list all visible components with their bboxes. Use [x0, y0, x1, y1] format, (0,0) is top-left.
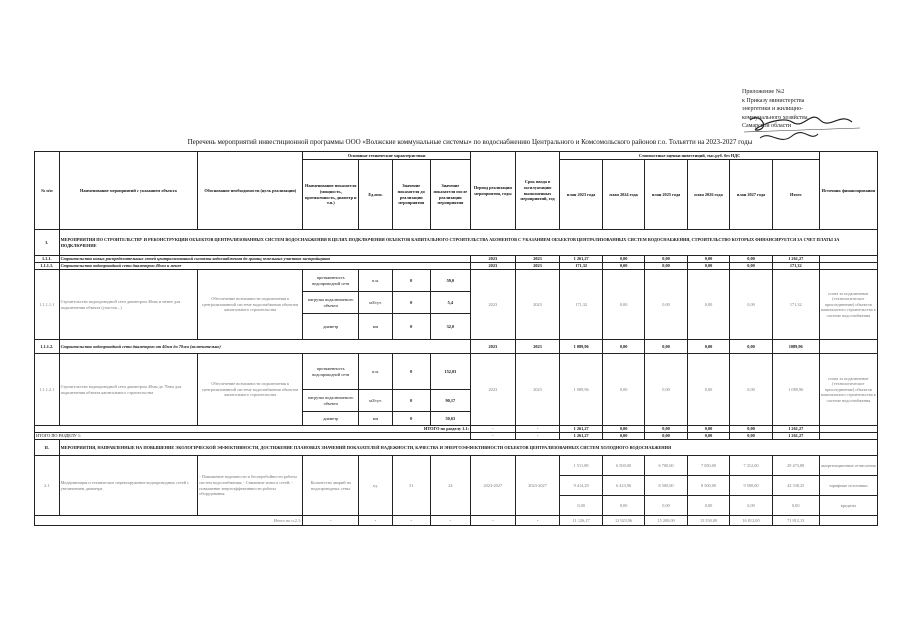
row-no: 1.1.1.1.	[35, 263, 60, 270]
row-period: 2023	[470, 256, 515, 263]
row-indicator: нагрузка подключаемого объекта	[303, 390, 359, 412]
row-before: 0	[392, 412, 430, 426]
row-2026: 0,00	[687, 256, 729, 263]
row-title: Строительство новых распределительных сетей централизованной системы водоснабжения до границ земельных участков застройщиков	[59, 256, 470, 263]
subtotal-row	[35, 426, 878, 433]
subtotal2-dash: -	[515, 516, 560, 526]
row-after: 32,0	[430, 314, 470, 340]
row-total: 1 261,27	[772, 256, 819, 263]
row-after: 50,63	[430, 412, 470, 426]
row-source: кредиты	[819, 496, 877, 516]
row-2023: 0,00	[560, 496, 602, 516]
row-2026: 0,00	[687, 496, 729, 516]
row-2026: 0,00	[687, 270, 729, 340]
row-before: 0	[392, 292, 430, 314]
total-row	[35, 433, 878, 440]
row-2024: 0,00	[602, 496, 644, 516]
row-before: 0	[392, 390, 430, 412]
row-total: 42 338,25	[772, 476, 819, 496]
row-total: 171,32	[772, 263, 819, 270]
header-2023: план 2023 года	[560, 160, 602, 230]
table-row	[35, 340, 878, 354]
row-unit: мм	[359, 412, 393, 426]
table-row	[35, 263, 878, 270]
subtotal2-total: 71 812,13	[772, 516, 819, 526]
subtotal-2026: 0,00	[687, 426, 729, 433]
header-2025: план 2025 года	[645, 160, 687, 230]
row-source: амортизационные отчисления	[819, 456, 877, 476]
row-total: 1 089,96	[772, 354, 819, 426]
subtotal-2025: 0,00	[645, 426, 687, 433]
row-before: 0	[392, 354, 430, 390]
header-source: Источник финансирования	[819, 152, 877, 230]
appendix-line: энергетики и жилищно-	[742, 106, 804, 112]
row-2027: 0,00	[730, 340, 772, 354]
subtotal2-2027: 16 812,00	[730, 516, 772, 526]
row-total: 0,00	[772, 496, 819, 516]
row-no: 1.1.1.2.	[35, 340, 60, 354]
row-indicator: протяженность водопроводной сети	[303, 270, 359, 292]
row-period: 2023	[470, 263, 515, 270]
row-name: Модернизация и техническое перевооружение водопроводных сетей с увеличением диаметра	[59, 456, 198, 516]
row-2026: 8 500,00	[687, 476, 729, 496]
row-commission: 2023	[515, 256, 560, 263]
row-name: Строительство водопроводной сети диаметром 40мм и менее для подключения объекта (участок...)	[59, 270, 198, 340]
row-2024: 0,00	[602, 256, 644, 263]
subtotal-dash: -	[470, 426, 515, 433]
header-tech-group: Основные технические характеристики	[303, 152, 471, 160]
row-period: 2023	[470, 270, 515, 340]
investment-table-wrapper	[34, 151, 878, 526]
subtotal-row	[35, 516, 878, 526]
row-commission: 2023-2027	[515, 456, 560, 516]
subtotal2-label: Итого по п.2.1:	[35, 516, 303, 526]
table-row	[35, 256, 878, 263]
subtotal2-dash: -	[359, 516, 393, 526]
row-2026: 7 050,00	[687, 456, 729, 476]
row-2024: 0,00	[602, 354, 644, 426]
row-2025: 0,00	[645, 270, 687, 340]
row-2025: 0,00	[645, 496, 687, 516]
section2-title: МЕРОПРИЯТИЯ, НАПРАВЛЕННЫЕ НА ПОВЫШЕНИЕ ЭКОЛОГИЧЕСКОЙ ЭФФЕКТИВНОСТИ, ДОСТИЖЕНИЕ ПЛАНОВЫХ ЗНАЧЕНИЙ ПОКАЗАТЕЛЕЙ НАДЕЖНОСТИ, КАЧЕСТВА И ЭНЕРГОЭФФЕКТИВНОСТИ ОБЪЕКТОВ ЦЕНТРАЛИЗОВАННЫХ СИСТЕМ ХОЛОДНОГО ВОДОСНАБЖЕНИЯ	[59, 440, 877, 456]
appendix-line: коммунального хозяйства	[742, 114, 808, 121]
row-commission: 2023	[515, 270, 560, 340]
appendix-line: Самарской области	[742, 123, 792, 129]
total-dash: -	[470, 433, 515, 440]
total-2027: 0,00	[730, 433, 772, 440]
row-2025: 0,00	[645, 263, 687, 270]
header-no: № п/п	[35, 152, 60, 230]
row-2025: 0,00	[645, 354, 687, 426]
row-period: 2023	[470, 340, 515, 354]
row-2023: 1 089,96	[560, 354, 602, 426]
row-2026: 0,00	[687, 263, 729, 270]
row-2027: 0,00	[730, 496, 772, 516]
row-no: 1.1.1.1.1	[35, 270, 60, 340]
subtotal2-2024: 12 923,96	[602, 516, 644, 526]
total-dash: -	[515, 433, 560, 440]
row-indicator: Количество аварий на водопроводных сетях	[303, 456, 359, 516]
row-name: Строительство водопроводной сети диаметром 40мм до 70мм для подключения объекта капитального строительства	[59, 354, 198, 426]
table-row	[35, 354, 878, 390]
row-total: 171,32	[772, 270, 819, 340]
row-2023: 1 511,88	[560, 456, 602, 476]
row-unit: м3/сут.	[359, 292, 393, 314]
header-total: Итого	[772, 160, 819, 230]
row-commission: 2023	[515, 354, 560, 426]
row-2027: 0,00	[730, 263, 772, 270]
row-title: Строительство водопроводной сети диаметром 40мм и менее	[59, 263, 470, 270]
row-no: 1.1.1.	[35, 256, 60, 263]
header-before: Значение показателя до реализации мероприятия	[392, 160, 430, 230]
section2-no: II.	[35, 440, 60, 456]
row-2023: 171,32	[560, 263, 602, 270]
table-row	[35, 270, 878, 292]
header-2024: план 2024 года	[602, 160, 644, 230]
row-before: 0	[392, 314, 430, 340]
row-indicator: диаметр	[303, 412, 359, 426]
appendix-line: Приложение №2	[742, 89, 785, 95]
row-2027: 0,00	[730, 354, 772, 426]
subtotal2-2023: 11 126,17	[560, 516, 602, 526]
row-total: 1089,96	[772, 340, 819, 354]
row-2024: 0,00	[602, 270, 644, 340]
row-2025: 0,00	[645, 256, 687, 263]
row-2023: 171,32	[560, 270, 602, 340]
subtotal2-dash: -	[470, 516, 515, 526]
subtotal2-2026: 15 550,00	[687, 516, 729, 526]
row-justification: Обеспечение возможности подключения к централизованной системе водоснабжения объектов капитального строительства	[198, 354, 303, 426]
subtotal-label: ИТОГО по разделу 1.1:	[35, 426, 471, 433]
subtotal-total: 1 261,27	[772, 426, 819, 433]
row-2026: 0,00	[687, 354, 729, 426]
row-period: 2023-2027	[470, 456, 515, 516]
row-2027: 0,00	[730, 270, 772, 340]
row-2024: 6 500,00	[602, 456, 644, 476]
row-no: 1.1.1.2.1	[35, 354, 60, 426]
subtotal-dash: -	[515, 426, 560, 433]
row-commission: 2023	[515, 340, 560, 354]
row-2024: 6 423,96	[602, 476, 644, 496]
row-2027: 9 500,00	[730, 476, 772, 496]
row-2026: 0,00	[687, 340, 729, 354]
row-after: 90,17	[430, 390, 470, 412]
row-2025: 6 700,00	[645, 456, 687, 476]
row-total: 29 473,88	[772, 456, 819, 476]
subtotal-2027: 0,00	[730, 426, 772, 433]
row-unit: п.м.	[359, 270, 393, 292]
document-title: Перечень мероприятий инвестиционной программы ООО «Волжские коммунальные системы» по водоснабжению Центрального и Комсомольского районов г.о. Тольятти на 2023-2027 годы	[187, 138, 753, 146]
row-before: 0	[392, 270, 430, 292]
total-2026: 0,00	[687, 433, 729, 440]
header-cost-group: Стоимостные оценки инвестиций, тыс.руб. без НДС	[560, 152, 819, 160]
header-after: Значение показателя после реализации мероприятия	[430, 160, 470, 230]
row-indicator: нагрузка подключаемого объекта	[303, 292, 359, 314]
header-justification: Обоснование необходимости (цель реализации)	[198, 152, 303, 230]
row-source: тарифные источники	[819, 476, 877, 496]
row-title: Строительство водопроводной сети диаметром от 40мм до 70мм (включительно)	[59, 340, 470, 354]
total-2025: 0,00	[645, 433, 687, 440]
total-label: ИТОГО ПО РАЗДЕЛУ 1:	[35, 433, 471, 440]
total-total: 1 261,27	[772, 433, 819, 440]
header-2026: план 2026 года	[687, 160, 729, 230]
row-no: 2.1	[35, 456, 60, 516]
row-justification: Обеспечение возможности подключения к централизованной системе водоснабжения объектов капитального строительства	[198, 270, 303, 340]
row-source: плата за подключение (технологическое присоединение) объектов капитального строительства к системе водоснабжения	[819, 354, 877, 426]
header-2027: план 2027 года	[730, 160, 772, 230]
row-2023: 9 414,29	[560, 476, 602, 496]
header-name: Наименование мероприятий с указанием объекта	[59, 152, 198, 230]
row-after: 5,4	[430, 292, 470, 314]
subtotal-2023: 1 261,27	[560, 426, 602, 433]
row-after: 24	[430, 456, 470, 516]
subtotal2-dash: -	[430, 516, 470, 526]
investment-table	[34, 151, 878, 526]
row-2027: 0,00	[730, 256, 772, 263]
row-unit: п.м.	[359, 354, 393, 390]
subtotal2-2025: 15 200,00	[645, 516, 687, 526]
header-unit: Ед.изм.	[359, 160, 393, 230]
total-2024: 0,00	[602, 433, 644, 440]
row-unit: ед.	[359, 456, 393, 516]
section1-no: I.	[35, 230, 60, 256]
header-indicator: Наименование показателя (мощность, протяженность, диаметр и т.п.)	[303, 160, 359, 230]
row-justification: - Повышение надежности и бесперебойности работы систем водоснабжения; - Снижение износа сетей; - повышение энергоэффективности работы оборудования	[198, 456, 303, 516]
total-2023: 1 261,27	[560, 433, 602, 440]
header-period: Период реализации мероприятия, годы	[470, 152, 515, 230]
row-period: 2023	[470, 354, 515, 426]
row-2027: 7 312,00	[730, 456, 772, 476]
row-unit: мм	[359, 314, 393, 340]
row-2023: 1 261,27	[560, 256, 602, 263]
row-source: плата за подключение (технологическое присоединение) объектов капитального строительства к системе водоснабжения	[819, 270, 877, 340]
appendix-line: к Приказу министерства	[742, 97, 805, 104]
row-commission: 2023	[515, 263, 560, 270]
table-row	[35, 456, 878, 476]
row-indicator: протяженность водопроводной сети	[303, 354, 359, 390]
row-after: 59,0	[430, 270, 470, 292]
row-2024: 0,00	[602, 340, 644, 354]
subtotal-2024: 0,00	[602, 426, 644, 433]
row-2025: 8 500,00	[645, 476, 687, 496]
section1-title: МЕРОПРИЯТИЯ ПО СТРОИТЕЛЬСТВУ И РЕКОНСТРУКЦИИ ОБЪЕКТОВ ЦЕНТРАЛИЗОВАННЫХ СИСТЕМ ВОДОСНАБЖЕНИЯ В ЦЕЛЯХ ПОДКЛЮЧЕНИЯ ОБЪЕКТОВ КАПИТАЛЬНОГО СТРОИТЕЛЬСТВА АБОНЕНТОВ С УКАЗАНИЕМ ОБЪЕКТОВ ЦЕНТРАЛИЗОВАННЫХ СИСТЕМ ВОДОСНАБЖЕНИЯ, СТРОИТЕЛЬСТВО КОТОРЫХ ФИНАНСИРУЕТСЯ ЗА СЧЕТ ПЛАТЫ ЗА ПОДКЛЮЧЕНИЕ	[59, 230, 877, 256]
row-after: 152,03	[430, 354, 470, 390]
subtotal2-dash: -	[392, 516, 430, 526]
header-commission: Срок ввода в эксплуатацию выполненных мероприятий, год	[515, 152, 560, 230]
row-unit: м3/сут.	[359, 390, 393, 412]
subtotal2-dash: -	[303, 516, 359, 526]
row-before: 31	[392, 456, 430, 516]
row-indicator: диаметр	[303, 314, 359, 340]
row-2023: 1 089,96	[560, 340, 602, 354]
row-2025: 0,00	[645, 340, 687, 354]
row-2024: 0,00	[602, 263, 644, 270]
